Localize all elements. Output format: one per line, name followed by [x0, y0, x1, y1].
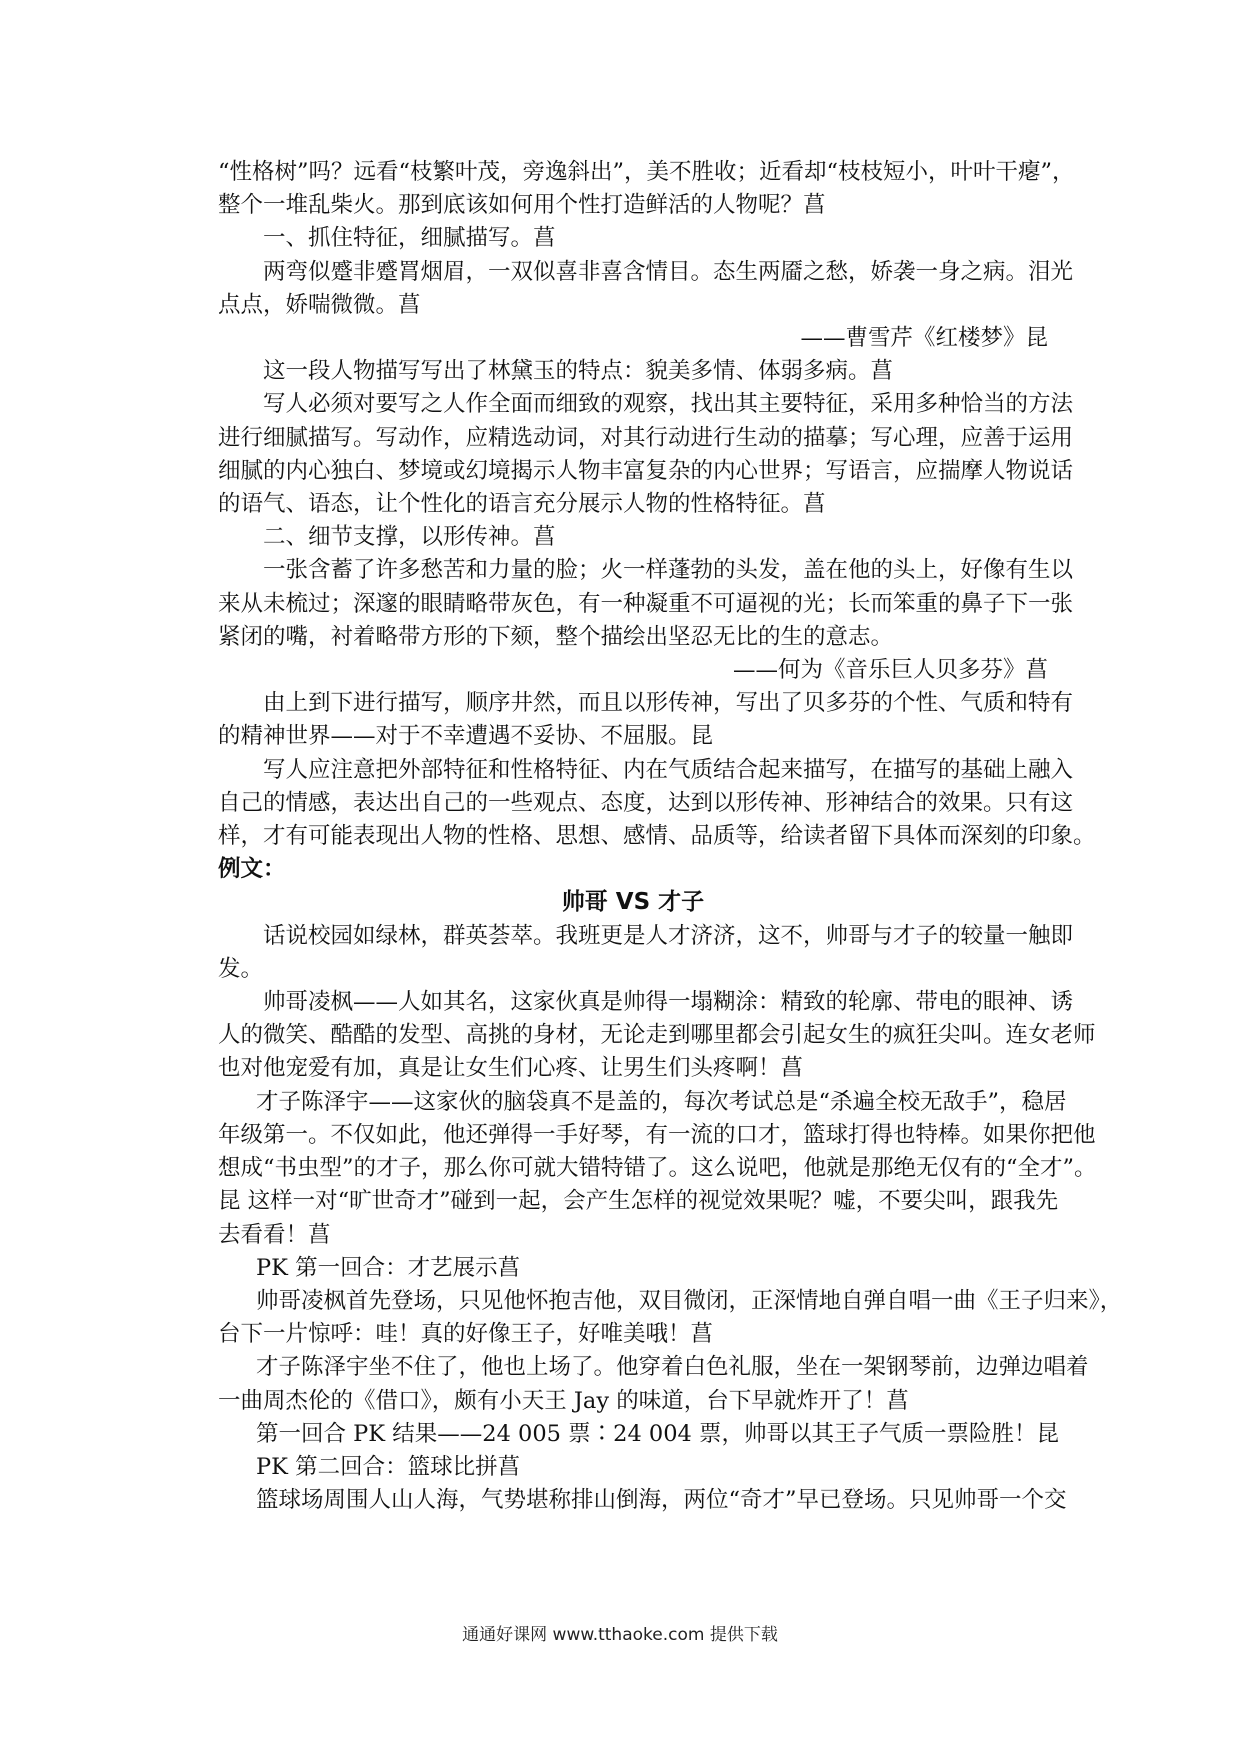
paragraph-line: 由上到下进行描写，顺序井然，而且以形传神，写出了贝多芬的个性、气质和特有 — [263, 690, 1074, 717]
paragraph-line: 台下一片惊呼：哇！真的好像王子，好唯美哦！菖 — [218, 1321, 714, 1348]
document-body — [218, 156, 1123, 1517]
paragraph-line: 自己的情感，表达出自己的一些观点、态度，达到以形传神、形神结合的效果。只有这 — [218, 789, 1074, 816]
paragraph-line: 发。 — [218, 955, 264, 982]
round-heading: PK 第二回合：篮球比拼菖 — [256, 1453, 521, 1480]
paragraph-line: 才子陈泽宇——这家伙的脑袋真不是盖的，每次考试总是“杀遍全校无敌手”，稳居 — [256, 1088, 1067, 1115]
quote-line: 来从未梳过；深邃的眼睛略带灰色，有一种凝重不可逼视的光；长而笨重的鼻子下一张 — [218, 590, 1074, 617]
section-heading-1: 一、抓住特征，细腻描写。菖 — [263, 225, 556, 252]
paragraph-line: 写人应注意把外部特征和性格特征、内在气质结合起来描写，在描写的基础上融入 — [263, 756, 1074, 783]
paragraph-line: 才子陈泽宇坐不住了，他也上场了。他穿着白色礼服，坐在一架钢琴前，边弹边唱着 — [256, 1354, 1089, 1381]
page-footer: 通通好课网 www.tthaoke.com 提供下载 — [462, 1625, 778, 1645]
quote-line: 一张含蓄了许多愁苦和力量的脸；火一样蓬勃的头发，盖在他的头上，好像有生以 — [263, 557, 1074, 584]
paragraph-line: 昆 这样一对“旷世奇才”碰到一起，会产生怎样的视觉效果呢？嘘，不要尖叫，跟我先 — [218, 1188, 1059, 1215]
round-heading: PK 第一回合：才艺展示菖 — [256, 1254, 521, 1281]
paragraph-line: 也对他宠爱有加，真是让女生们心疼、让男生们头疼啊！菖 — [218, 1055, 804, 1082]
paragraph-line: 进行细腻描写。写动作，应精选动词，对其行动进行生动的描摹；写心理，应善于运用 — [218, 424, 1074, 451]
paragraph-line: 第一回合 PK 结果——24 005 票∶24 004 票，帅哥以其王子气质一票险胜！昆 — [256, 1420, 1060, 1447]
paragraph-line: 人的微笑、酷酷的发型、高挑的身材，无论走到哪里都会引起女生的疯狂尖叫。连女老师 — [218, 1022, 1096, 1049]
quote-source: ——何为《音乐巨人贝多芬》菖 — [732, 657, 1048, 684]
paragraph-line: 去看看！菖 — [218, 1221, 331, 1248]
paragraph-line: 写人必须对要写之人作全面而细致的观察，找出其主要特征，采用多种恰当的方法 — [263, 391, 1074, 418]
paragraph-line: 细腻的内心独白、梦境或幻境揭示人物丰富复杂的内心世界；写语言，应揣摩人物说话 — [218, 457, 1074, 484]
section-heading-2: 二、细节支撑，以形传神。菖 — [263, 524, 556, 551]
quote-source: ——曹雪芹《红楼梦》昆 — [800, 325, 1048, 352]
paragraph-line: 一曲周杰伦的《借口》，颇有小天王 Jay 的味道，台下早就炸开了！菖 — [218, 1387, 909, 1414]
paragraph-line: 帅哥凌枫——人如其名，这家伙真是帅得一塌糊涂：精致的轮廓、带电的眼神、诱 — [263, 989, 1074, 1016]
paragraph-line: “性格树”吗？远看“枝繁叶茂，旁逸斜出”，美不胜收；近看却“枝枝短小，叶叶干瘪”， — [218, 159, 1075, 185]
quote-line: 两弯似蹙非蹙罥烟眉，一双似喜非喜含情目。态生两靥之愁，娇袭一身之病。泪光 — [263, 258, 1074, 285]
paragraph-line: 样，才有可能表现出人物的性格、思想、感情、品质等，给读者留下具体而深刻的印象。 — [218, 823, 1096, 850]
paragraph-line: 年级第一。不仅如此，他还弹得一手好琴，有一流的口才，篮球打得也特棒。如果你把他 — [218, 1121, 1096, 1148]
quote-line: 紧闭的嘴，衬着略带方形的下颏，整个描绘出坚忍无比的生的意志。 — [218, 623, 894, 650]
paragraph-line: 整个一堆乱柴火。那到底该如何用个性打造鲜活的人物呢？菖 — [218, 192, 826, 219]
paragraph-line: 帅哥凌枫首先登场，只见他怀抱吉他，双目微闭，正深情地自弹自唱一曲《王子归来》， — [256, 1287, 1123, 1314]
paragraph-line: 的精神世界——对于不幸遭遇不妥协、不屈服。昆 — [218, 723, 714, 750]
paragraph-line: 篮球场周围人山人海，气势堪称排山倒海，两位“奇才”早已登场。只见帅哥一个交 — [256, 1487, 1067, 1514]
paragraph-line: 这一段人物描写写出了林黛玉的特点：貌美多情、体弱多病。菖 — [263, 358, 894, 385]
paragraph-line: 话说校园如绿林，群英荟萃。我班更是人才济济，这不，帅哥与才子的较量一触即 — [263, 922, 1074, 949]
quote-line: 点点，娇喘微微。菖 — [218, 291, 421, 318]
essay-title: 帅哥 VS 才子 — [561, 889, 705, 916]
paragraph-line: 想成“书虫型”的才子，那么你可就大错特错了。这么说吧，他就是那绝无仅有的“全才”。 — [218, 1155, 1097, 1182]
example-label: 例文： — [218, 856, 286, 883]
paragraph-line: 的语气、语态，让个性化的语言充分展示人物的性格特征。菖 — [218, 491, 826, 518]
